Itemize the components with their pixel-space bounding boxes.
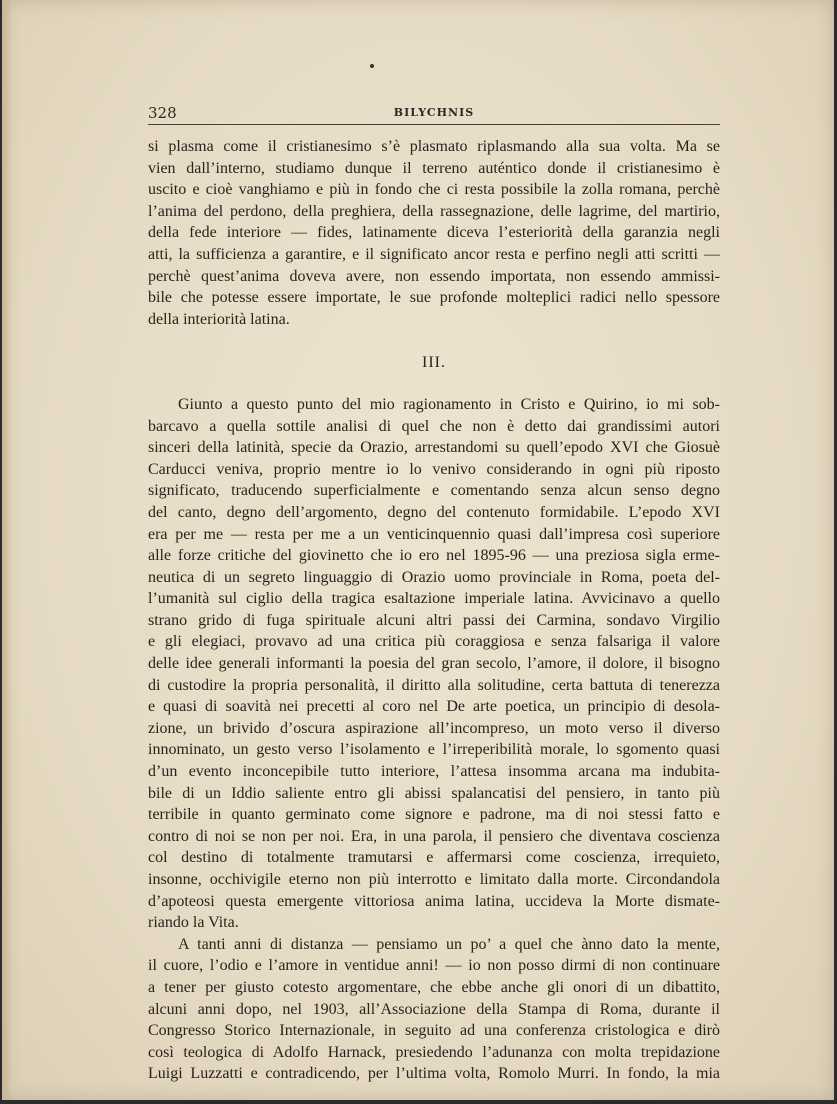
text-line: insonne, occhivigile eterno non più interrotto e limitato dalla morte. Circondandola <box>148 871 720 888</box>
text-line: Giunto a questo punto del mio ragionamento in Cristo e Quirino, io mi sob- <box>178 395 720 413</box>
text-line: il cuore, l’odio e l’amore in ventidue anni! — io non posso dirmi di non continuare <box>148 957 720 975</box>
section-heading: III. <box>422 354 446 372</box>
text-line: innominato, un gesto verso l’isolamento e l’irreperibilità morale, lo sgomento quasi <box>148 741 720 759</box>
text-line: si plasma come il cristianesimo s’è plasmato riplasmando alla sua volta. Ma se <box>148 138 720 155</box>
header-rule <box>148 124 720 125</box>
text-line: neutica di un segreto linguaggio di Orazio uomo provinciale in Roma, poeta del- <box>148 568 720 586</box>
text-line: riando la Vita. <box>148 914 239 932</box>
text-line: della interiorità latina. <box>148 310 290 328</box>
text-line: zione, un brivido d’oscura aspirazione all’incompreso, un moto verso il diverso <box>148 719 720 737</box>
text-line: Luigi Luzzatti e contradicendo, per l’ultima volta, Romolo Murri. In fondo, la mia <box>148 1065 720 1083</box>
text-line: Congresso Storico Internazionale, in seguito ad una conferenza cristologica e dirò <box>148 1022 720 1040</box>
page-number: 328 <box>148 104 177 122</box>
text-line: d’apoteosi questa emergente vittoriosa anima latina, uccideva la Morte dismate- <box>148 892 720 910</box>
text-line: e quasi di soavità nei precetti al coro nel De arte poetica, un principio di desola- <box>148 698 720 716</box>
running-title: BILYCHNIS <box>393 106 475 119</box>
body-text <box>148 136 720 1085</box>
text-line: alcuni anni dopo, nel 1903, all’Associazione della Stampa di Roma, durante il <box>148 1000 720 1018</box>
text-line: a tener per giusto cotesto argomentare, che ebbe anche gli onori di un dibattito, <box>148 978 720 996</box>
text-line: così teologica di Adolfo Harnack, presiedendo l’adunanza con molta trepidazione <box>148 1043 720 1061</box>
ink-speck <box>370 64 374 68</box>
page-header <box>148 104 720 124</box>
text-line: delle idee generali informanti la poesia del gran secolo, l’amore, il dolore, il bisogno <box>148 655 720 673</box>
text-line: A tanti anni di distanza — pensiamo un po’ a quel che ànno dato la mente, <box>178 935 720 953</box>
paragraph-1 <box>148 136 720 330</box>
text-line: d’un evento inconcepibile tutto interiore, l’attesa insomma arcana ma indubita- <box>148 763 720 781</box>
text-line: uscito e cioè vanghiamo e più in fondo che ci resta possibile la zolla romana, perchè <box>148 181 720 199</box>
text-line: strano grido di fuga spirituale alcuni altri passi dei Carmina, sondavo Virgilio <box>148 611 720 629</box>
text-line: vien dall’interno, studiamo dunque il terreno auténtico donde il cristianesimo è <box>148 159 720 177</box>
text-line: contro di noi se non per noi. Era, in una parola, il pensiero che diventava coscienza <box>148 827 720 845</box>
text-line: l’anima del perdono, della preghiera, della rassegnazione, delle lagrime, del martirio, <box>148 202 720 220</box>
text-line: bile che potesse essere importate, le sue profonde molteplici radici nello spessore <box>148 289 720 307</box>
paragraph-2 <box>148 394 720 934</box>
text-line: alle forze critiche del giovinetto che io ero nel 1895-96 — una preziosa sigla erme- <box>148 547 720 565</box>
text-line: del canto, degno dell’argomento, degno del contenuto formidabile. L’epodo XVI <box>148 503 720 521</box>
text-line: l’umanità sul ciglio della tragica esaltazione imperiale latina. Avvicinavo a quello <box>148 590 720 608</box>
text-line: bile di un Iddio saliente entro gli abissi spalancatisi del pensiero, in tanto più <box>148 784 720 802</box>
text-line: era per me — resta per me a un venticinquennio quasi dall’impresa così superiore <box>148 525 720 543</box>
paragraph-3 <box>148 934 720 1085</box>
scanned-page <box>2 0 834 1100</box>
text-line: della fede interiore — fides, latinamente diceva l’esteriorità della garanzia negli <box>148 224 720 242</box>
text-line: di custodire la propria personalità, il diritto alla solitudine, certa battuta di tenerezza <box>148 676 720 694</box>
text-line: sinceri della latinità, specie da Orazio, arrestandomi su quell’epodo XVI che Giosuè <box>148 439 720 457</box>
text-line: atti, la sufficienza a garantire, e il significato ancor resta e perfino negli atti scritti — <box>148 245 720 263</box>
text-line: Carducci veniva, proprio mentre io lo venivo considerando in ogni più riposto <box>148 460 720 478</box>
text-line: col destino di totalmente tramutarsi e affermarsi come coscienza, irrequieto, <box>148 849 720 867</box>
text-line: perchè quest’anima doveva avere, non essendo importata, non essendo ammissi- <box>148 267 720 285</box>
text-line: barcavo a quella sottile analisi di quel che non è detto dai grandissimi autori <box>148 417 720 435</box>
text-line: significato, traducendo superficialmente e comentando senza alcun senso degno <box>148 482 720 500</box>
text-line: e gli elegiaci, provavo ad una critica più coraggiosa e senza falsariga il valore <box>148 633 720 651</box>
text-line: terribile in quanto germinato come signore e padrone, ma di noi stessi fatto e <box>148 806 720 824</box>
